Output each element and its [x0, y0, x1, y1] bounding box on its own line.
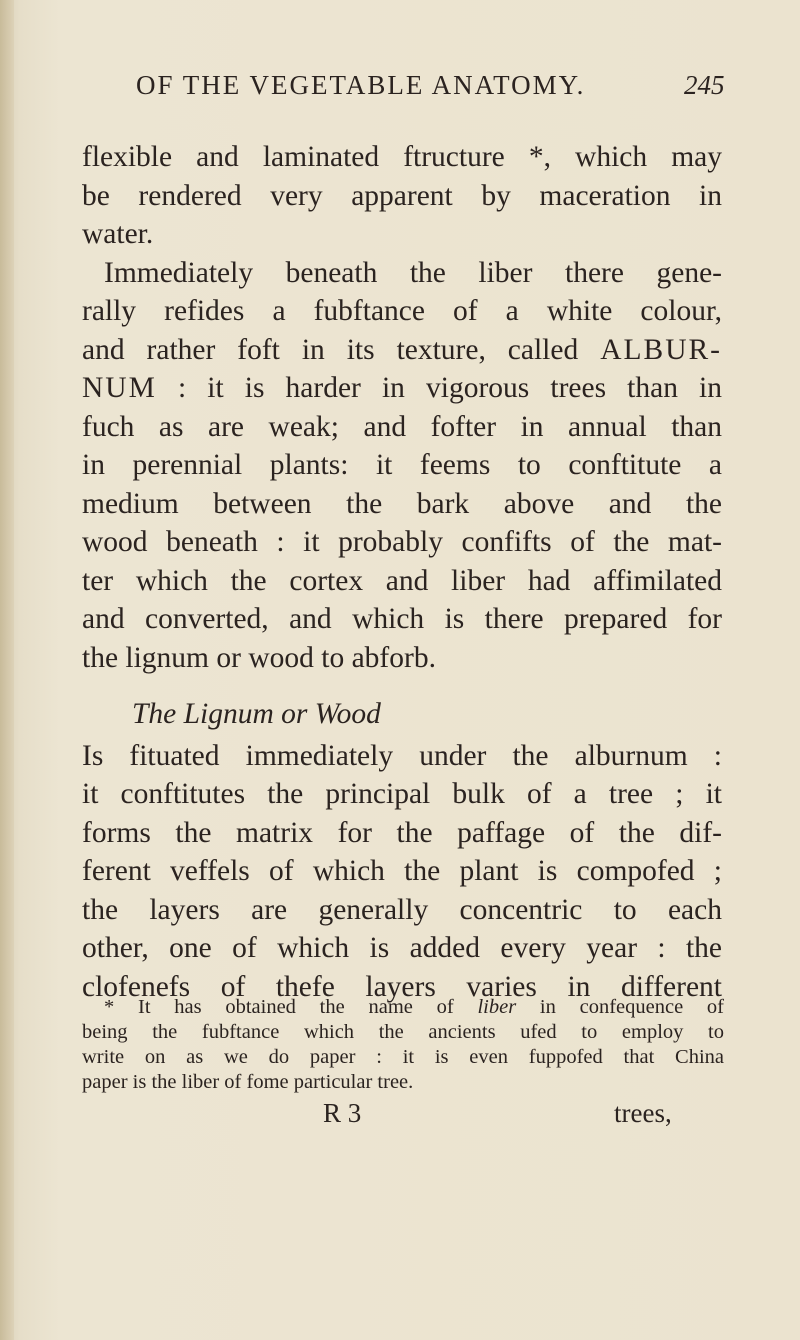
footnote-line — [82, 995, 724, 1020]
text-line: be rendered very apparent by maceration in — [82, 179, 722, 212]
text-span: and rather foft in its texture, called — [82, 333, 579, 366]
text-line — [82, 369, 722, 408]
footnote-line: write on as we do paper : it is even fuppofed that China — [82, 1046, 724, 1068]
text-line: ter which the cortex and liber had affimilated — [82, 564, 722, 597]
text-span: * It has obtained the name of — [104, 996, 454, 1018]
running-header — [136, 70, 736, 101]
footnote-line: being the fubftance which the ancients ufed to employ to — [82, 1021, 724, 1043]
footnote — [82, 995, 724, 1095]
paragraph-start-line: Immediately beneath the liber there gene- — [104, 256, 722, 289]
paragraph-start-line: Is fituated immediately under the alburnum : — [82, 739, 722, 772]
text-line: forms the matrix for the paffage of the dif- — [82, 816, 722, 849]
text-line: the lignum or wood to abforb. — [82, 641, 436, 674]
text-line: clofenefs of thefe layers varies in different — [82, 970, 722, 1003]
footnote-line: paper is the liber of fome particular tree. — [82, 1071, 414, 1093]
text-line: water. — [82, 218, 154, 250]
main-text — [82, 138, 722, 1006]
term-alburnum-end: NUM — [82, 372, 157, 404]
footnote-term-liber: liber — [477, 996, 517, 1018]
text-line: other, one of which is added every year : the — [82, 932, 722, 964]
text-line: and converted, and which is there prepared for — [82, 603, 722, 635]
signature-mark: R 3 — [323, 1098, 362, 1128]
text-line: in perennial plants: it feems to conftitute a — [82, 449, 722, 481]
term-alburnum: ALBUR- — [600, 333, 722, 366]
text-line: rally refides a fubftance of a white colour, — [82, 295, 722, 327]
running-title: OF THE VEGETABLE ANATOMY. — [136, 70, 586, 100]
text-line: wood beneath : it probably confifts of the mat- — [82, 526, 722, 558]
page-gutter — [0, 0, 14, 1340]
text-line: fuch as are weak; and fofter in annual than — [82, 410, 722, 443]
text-line: flexible and laminated ftructure *, which may — [82, 141, 722, 173]
text-line: ferent veffels of which the plant is compofed ; — [82, 855, 722, 887]
catchword: trees, — [614, 1098, 672, 1128]
section-heading: The Lignum or Wood — [132, 698, 381, 730]
text-line — [82, 331, 722, 370]
page-number: 245 — [684, 70, 725, 100]
text-line: the layers are generally concentric to each — [82, 893, 722, 926]
text-span: in confequence of — [539, 996, 725, 1018]
text-line: medium between the bark above and the — [82, 487, 722, 520]
text-span: : it is harder in vigorous trees than in — [177, 372, 723, 404]
text-line: it conftitutes the principal bulk of a tree ; it — [82, 778, 722, 810]
